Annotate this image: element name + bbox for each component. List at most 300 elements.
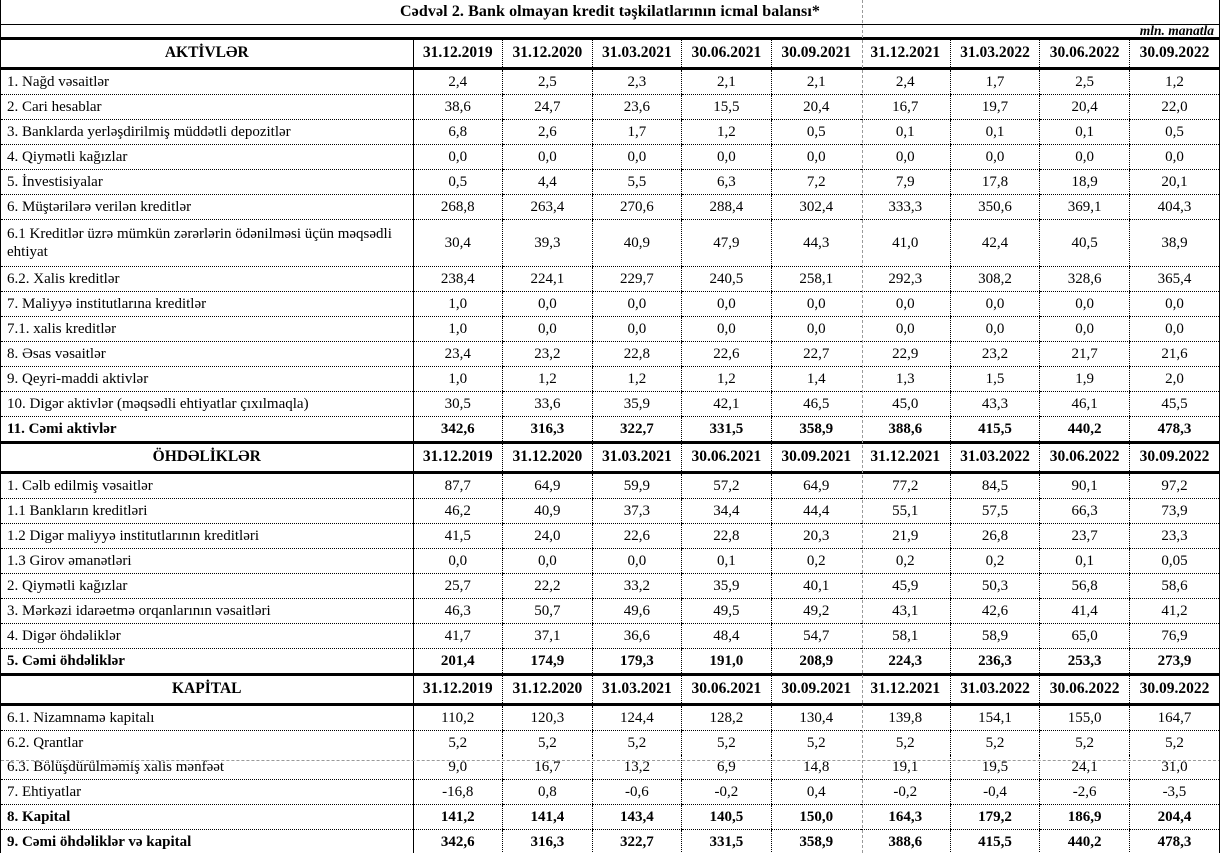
value-cell: 150,0 <box>771 805 861 830</box>
value-cell: 76,9 <box>1129 624 1219 649</box>
value-cell: 46,2 <box>413 499 503 524</box>
value-cell: 0,0 <box>1129 292 1219 317</box>
table-row <box>1 220 1219 267</box>
value-cell: 57,5 <box>950 499 1040 524</box>
value-cell: 0,1 <box>1040 120 1130 145</box>
row-label: 9. Qeyri-maddi aktivlər <box>1 367 413 392</box>
value-cell: 224,1 <box>503 267 593 292</box>
value-cell: -16,8 <box>413 780 503 805</box>
value-cell: 17,8 <box>950 170 1040 195</box>
value-cell: 342,6 <box>413 830 503 853</box>
value-cell: 45,5 <box>1129 392 1219 417</box>
value-cell: 0,0 <box>950 145 1040 170</box>
column-header: 30.06.2021 <box>682 39 772 69</box>
value-cell: 22,2 <box>503 574 593 599</box>
value-cell: 19,7 <box>950 95 1040 120</box>
value-cell: 22,7 <box>771 342 861 367</box>
table-row <box>1 195 1219 220</box>
table-row <box>1 780 1219 805</box>
value-cell: 164,3 <box>861 805 951 830</box>
value-cell: 0,0 <box>503 317 593 342</box>
value-cell: 34,4 <box>682 499 772 524</box>
value-cell: 328,6 <box>1040 267 1130 292</box>
value-cell: 186,9 <box>1040 805 1130 830</box>
section-header-row <box>1 443 1219 473</box>
table-row <box>1 549 1219 574</box>
value-cell: 0,0 <box>413 145 503 170</box>
value-cell: 40,5 <box>1040 220 1130 267</box>
value-cell: 5,2 <box>771 731 861 756</box>
value-cell: 1,7 <box>950 69 1040 95</box>
value-cell: 87,7 <box>413 473 503 499</box>
value-cell: 22,0 <box>1129 95 1219 120</box>
table-row <box>1 599 1219 624</box>
value-cell: 1,2 <box>1129 69 1219 95</box>
value-cell: 316,3 <box>503 830 593 853</box>
column-header: 30.06.2021 <box>682 675 772 705</box>
value-cell: 46,5 <box>771 392 861 417</box>
table-row <box>1 417 1219 443</box>
column-header: 31.12.2019 <box>413 675 503 705</box>
value-cell: 128,2 <box>682 705 772 731</box>
value-cell: 204,4 <box>1129 805 1219 830</box>
value-cell: 2,5 <box>1040 69 1130 95</box>
value-cell: 0,0 <box>682 317 772 342</box>
column-header: 30.09.2021 <box>771 675 861 705</box>
value-cell: 0,2 <box>861 549 951 574</box>
unit-note: mln. manatla <box>1139 23 1214 38</box>
row-label: 4. Digər öhdəliklər <box>1 624 413 649</box>
value-cell: 23,2 <box>503 342 593 367</box>
value-cell: 2,0 <box>1129 367 1219 392</box>
value-cell: 46,1 <box>1040 392 1130 417</box>
table-row <box>1 69 1219 95</box>
column-header: 30.06.2022 <box>1040 675 1130 705</box>
value-cell: 21,7 <box>1040 342 1130 367</box>
value-cell: 0,2 <box>771 549 861 574</box>
value-cell: 388,6 <box>861 830 951 853</box>
value-cell: 36,6 <box>592 624 682 649</box>
value-cell: 404,3 <box>1129 195 1219 220</box>
value-cell: 46,3 <box>413 599 503 624</box>
value-cell: 9,0 <box>413 755 503 780</box>
column-header: 31.12.2020 <box>503 443 593 473</box>
column-header: 30.09.2021 <box>771 443 861 473</box>
row-label: 1.2 Digər maliyyə institutlarının kreditləri <box>1 524 413 549</box>
value-cell: 6,8 <box>413 120 503 145</box>
value-cell: 40,9 <box>503 499 593 524</box>
value-cell: 1,7 <box>592 120 682 145</box>
value-cell: 2,6 <box>503 120 593 145</box>
value-cell: 0,0 <box>861 145 951 170</box>
value-cell: 7,2 <box>771 170 861 195</box>
value-cell: 0,0 <box>950 317 1040 342</box>
column-header: 31.03.2022 <box>950 675 1040 705</box>
value-cell: 38,6 <box>413 95 503 120</box>
value-cell: 388,6 <box>861 417 951 443</box>
value-cell: 37,3 <box>592 499 682 524</box>
value-cell: 33,2 <box>592 574 682 599</box>
column-header: 30.09.2021 <box>771 39 861 69</box>
column-header: 30.09.2022 <box>1129 675 1219 705</box>
value-cell: 35,9 <box>592 392 682 417</box>
value-cell: 155,0 <box>1040 705 1130 731</box>
value-cell: 1,3 <box>861 367 951 392</box>
value-cell: 24,0 <box>503 524 593 549</box>
row-label: 1.3 Girov əmanətləri <box>1 549 413 574</box>
value-cell: 1,5 <box>950 367 1040 392</box>
row-label: 6.2. Qrantlar <box>7 735 84 751</box>
value-cell: 5,2 <box>1040 731 1130 756</box>
value-cell: 253,3 <box>1040 649 1130 675</box>
column-header: 31.03.2022 <box>950 443 1040 473</box>
value-cell: 140,5 <box>682 805 772 830</box>
value-cell: 0,0 <box>1040 317 1130 342</box>
row-label: 1. Nağd vəsaitlər <box>1 69 413 95</box>
value-cell: 43,1 <box>861 599 951 624</box>
column-header: 31.12.2020 <box>503 675 593 705</box>
value-cell: 23,2 <box>950 342 1040 367</box>
value-cell: 2,3 <box>592 69 682 95</box>
section-header-label: KAPİTAL <box>1 675 413 705</box>
row-label: 11. Cəmi aktivlər <box>1 417 413 443</box>
value-cell: 48,4 <box>682 624 772 649</box>
value-cell: 415,5 <box>950 830 1040 853</box>
table-row <box>1 342 1219 367</box>
value-cell: 20,3 <box>771 524 861 549</box>
section-header-row <box>1 39 1219 69</box>
value-cell: 84,5 <box>950 473 1040 499</box>
value-cell: 0,0 <box>1040 145 1130 170</box>
value-cell: 0,5 <box>413 170 503 195</box>
value-cell: 16,7 <box>503 755 593 780</box>
value-cell: 0,0 <box>682 145 772 170</box>
column-header: 31.12.2021 <box>861 675 951 705</box>
value-cell: 97,2 <box>1129 473 1219 499</box>
value-cell: 0,0 <box>592 549 682 574</box>
table-row <box>1 317 1219 342</box>
value-cell: 58,9 <box>950 624 1040 649</box>
value-cell: 64,9 <box>771 473 861 499</box>
value-cell: 0,1 <box>682 549 772 574</box>
table-row <box>1 145 1219 170</box>
value-cell: 0,0 <box>503 549 593 574</box>
value-cell: 1,2 <box>592 367 682 392</box>
value-cell: -0,4 <box>950 780 1040 805</box>
value-cell: 40,9 <box>592 220 682 267</box>
value-cell: 90,1 <box>1040 473 1130 499</box>
value-cell: 58,1 <box>861 624 951 649</box>
row-label: 1.1 Bankların kreditləri <box>1 499 413 524</box>
value-cell: 154,1 <box>950 705 1040 731</box>
value-cell: 0,0 <box>592 145 682 170</box>
value-cell: 23,7 <box>1040 524 1130 549</box>
value-cell: 5,2 <box>682 731 772 756</box>
column-header: 30.09.2022 <box>1129 39 1219 69</box>
column-header: 30.06.2022 <box>1040 443 1130 473</box>
table-row <box>1 649 1219 675</box>
value-cell: 191,0 <box>682 649 772 675</box>
row-label: 8. Kapital <box>1 805 413 830</box>
table-row <box>1 292 1219 317</box>
value-cell: 1,2 <box>503 367 593 392</box>
value-cell: 6,3 <box>682 170 772 195</box>
value-cell: 2,4 <box>413 69 503 95</box>
row-label: 10. Digər aktivlər (məqsədli ehtiyatlar çıxılmaqla) <box>1 392 413 417</box>
value-cell: 38,9 <box>1129 220 1219 267</box>
value-cell: 263,4 <box>503 195 593 220</box>
value-cell: -0,2 <box>861 780 951 805</box>
value-cell: 24,7 <box>503 95 593 120</box>
value-cell: 288,4 <box>682 195 772 220</box>
value-cell: 440,2 <box>1040 830 1130 853</box>
value-cell: 22,6 <box>682 342 772 367</box>
value-cell: 164,7 <box>1129 705 1219 731</box>
value-cell: 22,8 <box>592 342 682 367</box>
value-cell: 0,0 <box>413 549 503 574</box>
value-cell: 415,5 <box>950 417 1040 443</box>
table-row <box>1 805 1219 830</box>
balance-table <box>1 37 1219 853</box>
value-cell: 0,05 <box>1129 549 1219 574</box>
table-row <box>1 524 1219 549</box>
value-cell: 1,0 <box>413 317 503 342</box>
value-cell: 41,5 <box>413 524 503 549</box>
value-cell: 22,6 <box>592 524 682 549</box>
value-cell: 41,7 <box>413 624 503 649</box>
value-cell: 0,0 <box>503 292 593 317</box>
value-cell: 179,3 <box>592 649 682 675</box>
value-cell: 308,2 <box>950 267 1040 292</box>
value-cell: 302,4 <box>771 195 861 220</box>
value-cell: 20,1 <box>1129 170 1219 195</box>
value-cell: -0,2 <box>682 780 772 805</box>
value-cell: 1,2 <box>682 120 772 145</box>
value-cell: 24,1 <box>1040 755 1130 780</box>
value-cell: 18,9 <box>1040 170 1130 195</box>
value-cell: 33,6 <box>503 392 593 417</box>
value-cell: 174,9 <box>503 649 593 675</box>
value-cell: 44,4 <box>771 499 861 524</box>
value-cell: 22,9 <box>861 342 951 367</box>
value-cell: 5,2 <box>413 731 503 756</box>
section-header-row <box>1 675 1219 705</box>
value-cell: 0,0 <box>592 317 682 342</box>
value-cell: 49,5 <box>682 599 772 624</box>
row-label: 6.1 Kreditlər üzrə mümkün zərərlərin ödənilməsi üçün məqsədli ehtiyat <box>1 220 413 267</box>
row-label: 7.1. xalis kreditlər <box>1 317 413 342</box>
value-cell: 224,3 <box>861 649 951 675</box>
value-cell: 22,8 <box>682 524 772 549</box>
column-header: 31.03.2021 <box>592 39 682 69</box>
value-cell: 342,6 <box>413 417 503 443</box>
value-cell: 64,9 <box>503 473 593 499</box>
value-cell: 19,1 <box>861 755 951 780</box>
table-row <box>1 170 1219 195</box>
table-row <box>1 95 1219 120</box>
row-label: 2. Qiymətli kağızlar <box>1 574 413 599</box>
value-cell: 30,4 <box>413 220 503 267</box>
value-cell: 0,1 <box>950 120 1040 145</box>
value-cell: 41,2 <box>1129 599 1219 624</box>
value-cell: 5,2 <box>503 731 593 756</box>
value-cell: 59,9 <box>592 473 682 499</box>
value-cell: 13,2 <box>592 755 682 780</box>
value-cell: 5,2 <box>895 735 915 751</box>
column-header: 31.12.2019 <box>413 443 503 473</box>
column-header: 30.09.2022 <box>1129 443 1219 473</box>
value-cell: 31,0 <box>1129 755 1219 780</box>
value-cell: 45,9 <box>861 574 951 599</box>
value-cell: 240,5 <box>682 267 772 292</box>
value-cell: 42,4 <box>950 220 1040 267</box>
value-cell: 41,0 <box>861 220 951 267</box>
value-cell: 322,7 <box>592 830 682 853</box>
value-cell: 238,4 <box>413 267 503 292</box>
value-cell: 369,1 <box>1040 195 1130 220</box>
value-cell: 1,0 <box>413 292 503 317</box>
value-cell: 41,4 <box>1040 599 1130 624</box>
row-label: 3. Banklarda yerləşdirilmiş müddətli depozitlər <box>1 120 413 145</box>
row-label: 6. Müştərilərə verilən kreditlər <box>1 195 413 220</box>
value-cell: 1,9 <box>1040 367 1130 392</box>
row-label: 7. Ehtiyatlar <box>1 780 413 805</box>
value-cell: 19,5 <box>950 755 1040 780</box>
table-row <box>1 392 1219 417</box>
value-cell: 47,9 <box>682 220 772 267</box>
value-cell: 0,1 <box>861 120 951 145</box>
value-cell: 258,1 <box>771 267 861 292</box>
table-row <box>1 624 1219 649</box>
value-cell: 316,3 <box>503 417 593 443</box>
value-cell: 5,2 <box>1129 731 1219 756</box>
value-cell: 110,2 <box>413 705 503 731</box>
value-cell: 21,9 <box>861 524 951 549</box>
value-cell: 7,9 <box>861 170 951 195</box>
row-label: 5. İnvestisiyalar <box>1 170 413 195</box>
row-label: 6.2. Xalis kreditlər <box>1 267 413 292</box>
value-cell: 66,3 <box>1040 499 1130 524</box>
value-cell: 478,3 <box>1129 417 1219 443</box>
value-cell: 4,4 <box>503 170 593 195</box>
value-cell: 1,2 <box>682 367 772 392</box>
value-cell: 350,6 <box>950 195 1040 220</box>
value-cell: 39,3 <box>503 220 593 267</box>
value-cell: 208,9 <box>771 649 861 675</box>
value-cell: 2,5 <box>503 69 593 95</box>
value-cell: 25,7 <box>413 574 503 599</box>
value-cell: 14,8 <box>771 755 861 780</box>
value-cell: 0,1 <box>1040 549 1130 574</box>
value-cell: 0,0 <box>1129 145 1219 170</box>
value-cell: 49,2 <box>771 599 861 624</box>
column-header: 30.06.2022 <box>1040 39 1130 69</box>
value-cell: 322,7 <box>592 417 682 443</box>
table-row <box>1 830 1219 853</box>
row-label: 7. Maliyyə institutlarına kreditlər <box>1 292 413 317</box>
value-cell: 15,5 <box>682 95 772 120</box>
value-cell: 23,4 <box>413 342 503 367</box>
value-cell: 0,0 <box>1129 317 1219 342</box>
table-row <box>1 755 1219 780</box>
value-cell: 57,2 <box>682 473 772 499</box>
value-cell: 20,4 <box>1040 95 1130 120</box>
value-cell: 358,9 <box>771 830 861 853</box>
value-cell: 1,4 <box>771 367 861 392</box>
value-cell: 43,3 <box>950 392 1040 417</box>
column-header: 31.12.2020 <box>503 39 593 69</box>
table-row <box>1 367 1219 392</box>
value-cell: 49,6 <box>592 599 682 624</box>
value-cell: 0,0 <box>503 145 593 170</box>
column-header: 30.06.2021 <box>682 443 772 473</box>
row-label: 4. Qiymətli kağızlar <box>1 145 413 170</box>
value-cell: 273,9 <box>1129 649 1219 675</box>
value-cell: 0,0 <box>682 292 772 317</box>
value-cell: -3,5 <box>1129 780 1219 805</box>
value-cell: 333,3 <box>861 195 951 220</box>
value-cell: 0,5 <box>1129 120 1219 145</box>
value-cell: 65,0 <box>1040 624 1130 649</box>
value-cell: 21,6 <box>1129 342 1219 367</box>
value-cell: 358,9 <box>771 417 861 443</box>
value-cell: 141,4 <box>503 805 593 830</box>
row-label: 6.3. Bölüşdürülməmiş xalis mənfəət <box>1 755 413 780</box>
column-header: 31.12.2021 <box>861 443 951 473</box>
value-cell: 139,8 <box>861 705 951 731</box>
value-cell: 0,0 <box>950 292 1040 317</box>
value-cell: 236,3 <box>950 649 1040 675</box>
table-row <box>1 267 1219 292</box>
table-row <box>1 499 1219 524</box>
value-cell: 440,2 <box>1040 417 1130 443</box>
value-cell: 2,1 <box>771 69 861 95</box>
value-cell: 0,0 <box>1040 292 1130 317</box>
value-cell: 0,0 <box>592 292 682 317</box>
value-cell: 0,2 <box>950 549 1040 574</box>
value-cell: 44,3 <box>771 220 861 267</box>
value-cell: 56,8 <box>1040 574 1130 599</box>
value-cell: -0,6 <box>592 780 682 805</box>
value-cell: 20,4 <box>771 95 861 120</box>
value-cell: 6,9 <box>682 755 772 780</box>
column-header: 31.03.2022 <box>950 39 1040 69</box>
value-cell: 331,5 <box>682 830 772 853</box>
row-label: 8. Əsas vəsaitlər <box>1 342 413 367</box>
row-label: 2. Cari hesablar <box>1 95 413 120</box>
row-label: 9. Cəmi öhdəliklər və kapital <box>1 830 413 853</box>
value-cell: -2,6 <box>1040 780 1130 805</box>
section-header-label: ÖHDƏLİKLƏR <box>1 443 413 473</box>
table-row <box>1 731 1219 756</box>
table-row <box>1 574 1219 599</box>
value-cell: 130,4 <box>771 705 861 731</box>
value-cell: 124,4 <box>592 705 682 731</box>
value-cell: 0,0 <box>771 145 861 170</box>
row-label: 6.1. Nizamnamə kapitalı <box>1 705 413 731</box>
value-cell: 26,8 <box>950 524 1040 549</box>
value-cell: 0,0 <box>861 292 951 317</box>
value-cell: 37,1 <box>503 624 593 649</box>
value-cell: 23,3 <box>1129 524 1219 549</box>
value-cell: 55,1 <box>861 499 951 524</box>
table-row <box>1 120 1219 145</box>
value-cell: 50,7 <box>503 599 593 624</box>
value-cell: 23,6 <box>592 95 682 120</box>
table-row <box>1 473 1219 499</box>
value-cell: 141,2 <box>413 805 503 830</box>
column-header: 31.03.2021 <box>592 675 682 705</box>
